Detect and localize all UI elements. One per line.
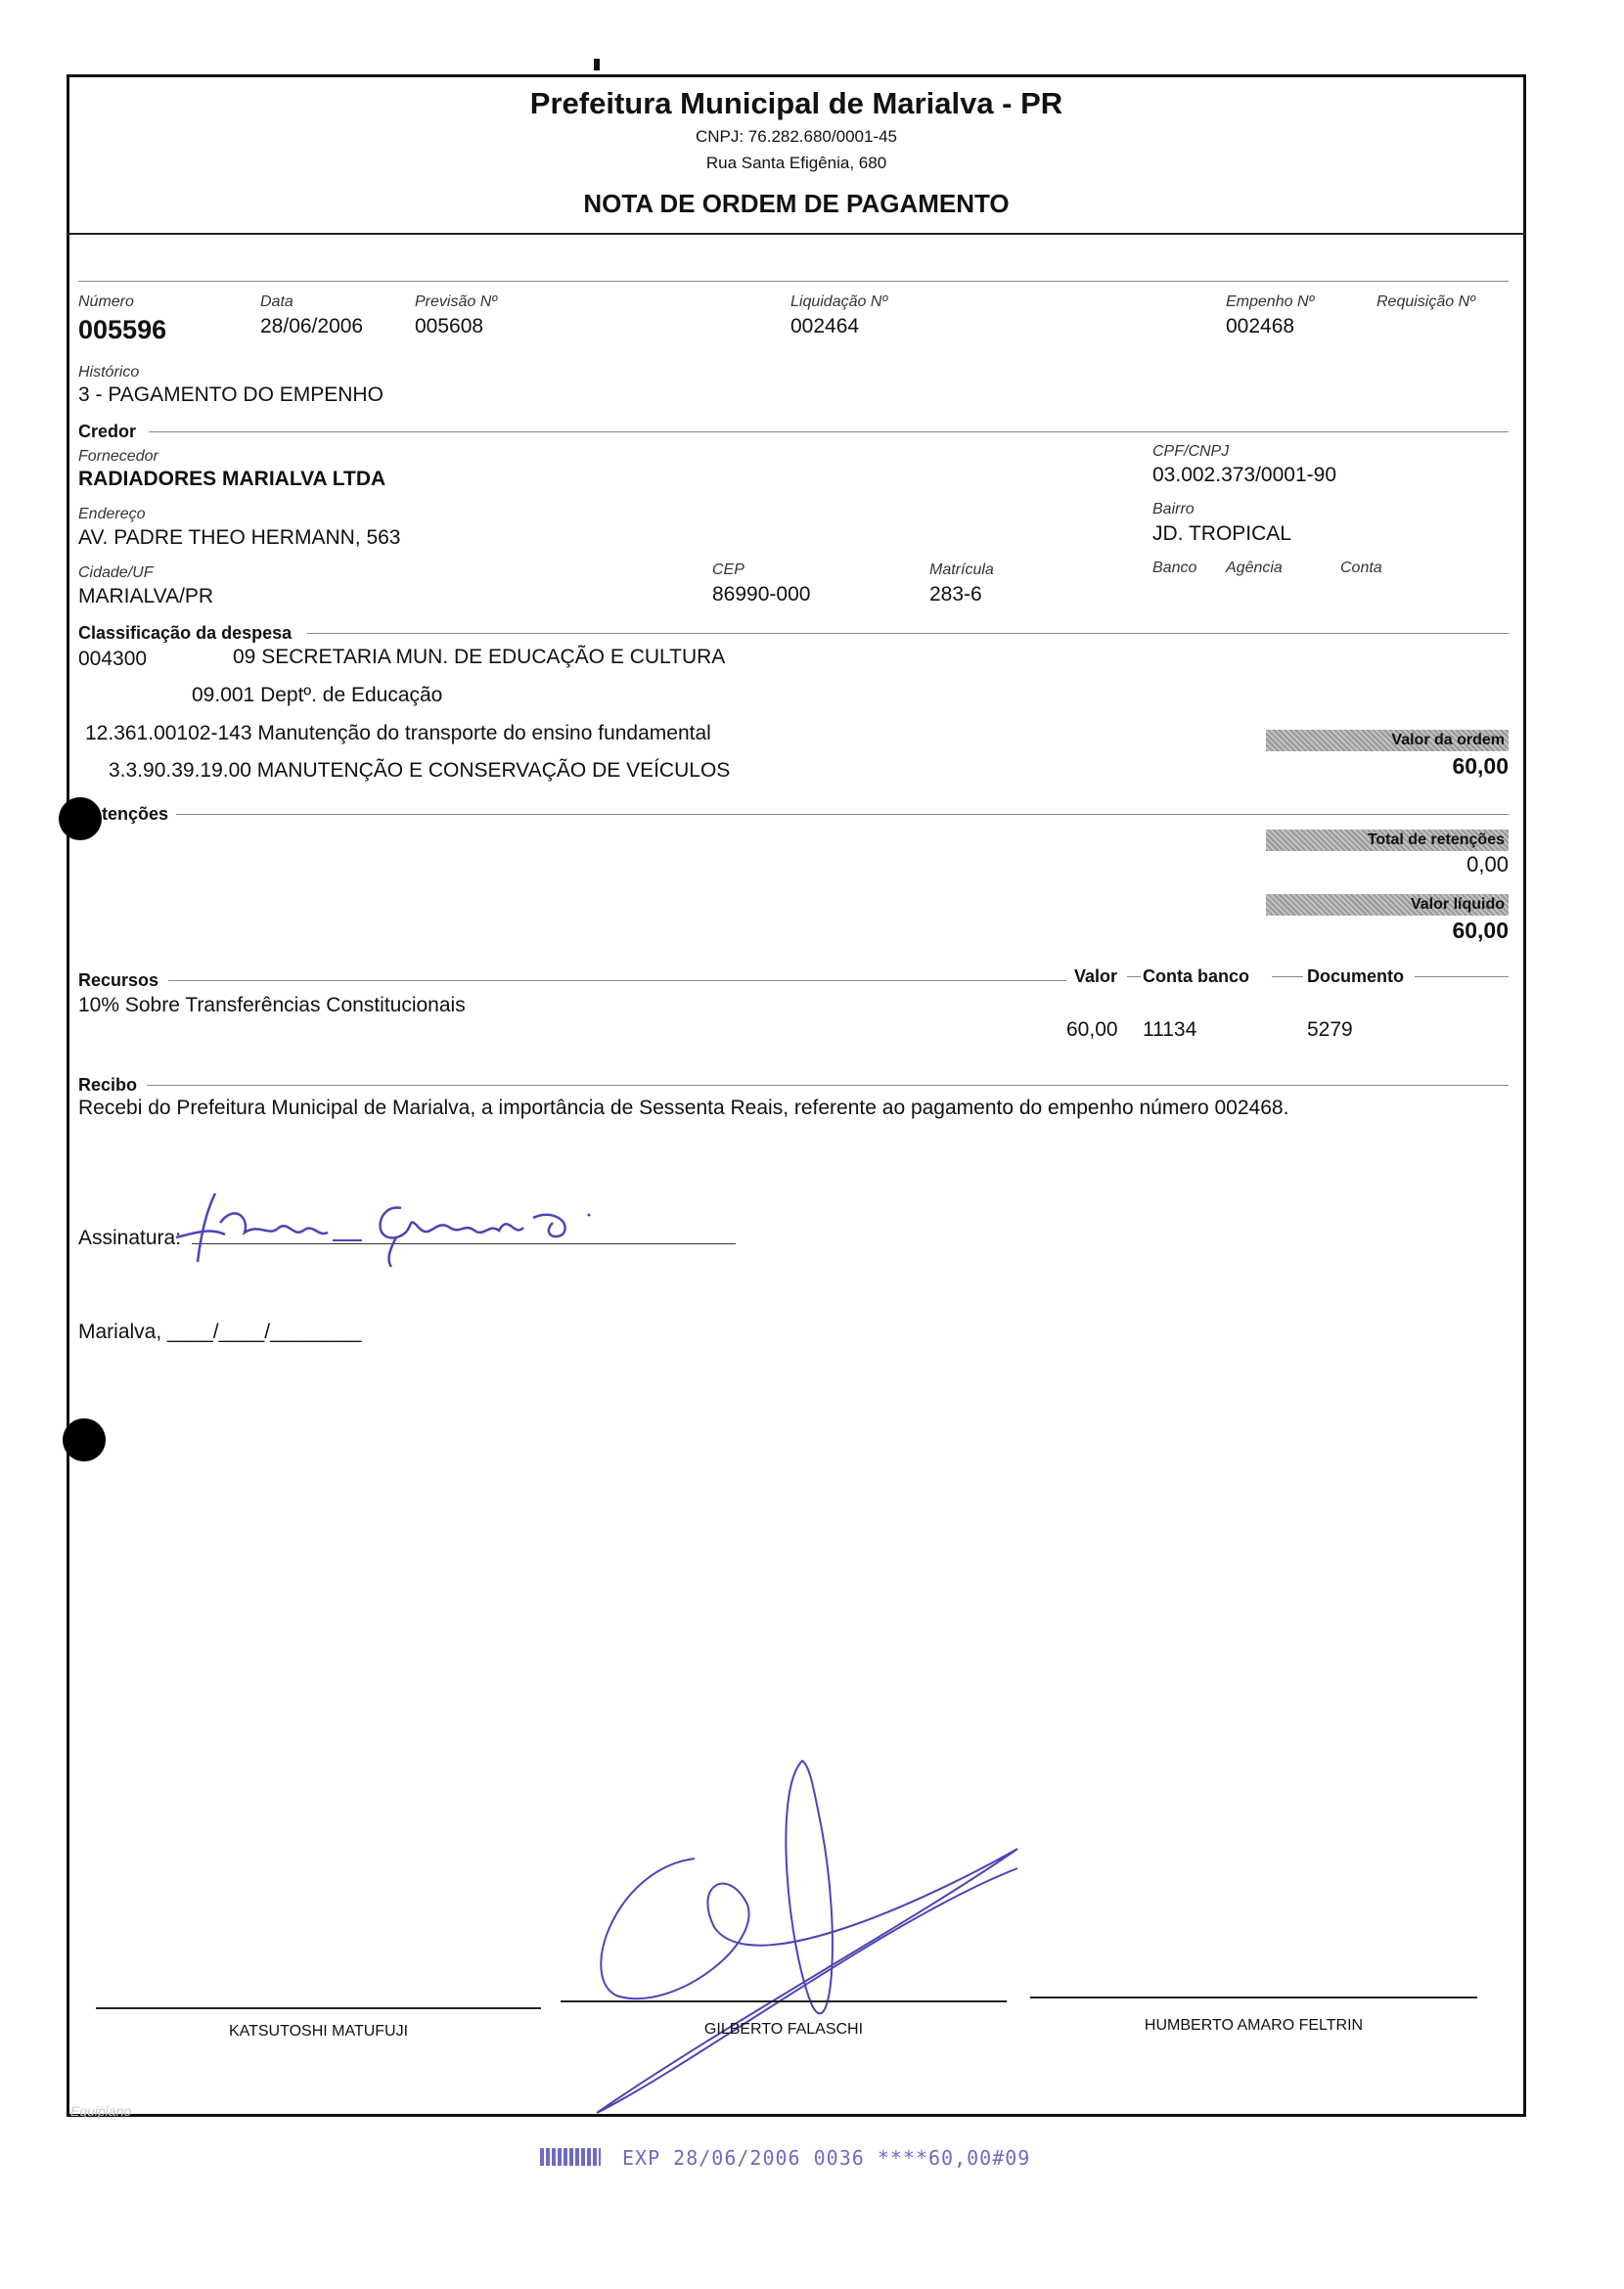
signature-line-3: [1030, 1997, 1477, 1998]
endereco-label: Endereço: [78, 506, 146, 522]
recursos-section-title: Recursos: [78, 970, 159, 990]
retencoes-section-title: tenções: [102, 804, 169, 824]
fields-top-divider: [78, 281, 1509, 282]
cep-label: CEP: [712, 561, 744, 578]
historico-label: Histórico: [78, 364, 140, 381]
top-mark: [594, 59, 600, 70]
signatory-3: HUMBERTO AMARO FELTRIN: [1144, 2017, 1364, 2034]
recursos-divider: [168, 980, 1066, 981]
document-title: NOTA DE ORDEM DE PAGAMENTO: [583, 189, 1010, 218]
cpf-label: CPF/CNPJ: [1152, 443, 1230, 460]
recursos-documento-header: Documento: [1307, 966, 1404, 986]
assinatura-label: Assinatura:: [78, 1227, 182, 1249]
recursos-valor: 60,00: [1066, 1018, 1118, 1041]
liquidacao-value: 002464: [790, 315, 860, 337]
recursos-valor-header: Valor: [1074, 966, 1118, 986]
previsao-value: 005608: [415, 315, 484, 337]
address-text: Rua Santa Efigênia, 680: [705, 154, 887, 172]
valor-ordem-label: Valor da ordem: [1266, 730, 1509, 751]
cnpj-text: CNPJ: 76.282.680/0001-45: [695, 127, 898, 146]
classificacao-line-2: 09.001 Deptº. de Educação: [192, 684, 443, 706]
data-value: 28/06/2006: [260, 315, 364, 337]
credor-divider: [149, 431, 1509, 432]
large-signature: [577, 1751, 1037, 2132]
liquidacao-label: Liquidação Nº: [790, 293, 888, 310]
page-title: Prefeitura Municipal de Marialva - PR: [529, 86, 1063, 120]
classificacao-line-1: 09 SECRETARIA MUN. DE EDUCAÇÃO E CULTURA: [233, 646, 726, 668]
recursos-descricao: 10% Sobre Transferências Constitucionais: [78, 994, 466, 1016]
bank-stamp-text: EXP 28/06/2006 0036 ****60,00#09: [622, 2146, 1031, 2170]
endereco-value: AV. PADRE THEO HERMANN, 563: [78, 526, 401, 549]
signatory-2: GILBERTO FALASCHI: [703, 2021, 864, 2038]
total-retencoes-label: Total de retenções: [1266, 830, 1509, 851]
punch-hole-top: [59, 797, 102, 840]
classificacao-section-title: Classificação da despesa: [78, 623, 293, 643]
punch-hole-bottom: [63, 1418, 106, 1461]
classificacao-line-3: 12.361.00102-143 Manutenção do transporte do ensino fundamental: [85, 722, 711, 744]
recibo-signature: [166, 1184, 675, 1272]
signature-line-2: [561, 2000, 1007, 2002]
signature-line-1: [96, 2007, 541, 2009]
cpf-value: 03.002.373/0001-90: [1152, 464, 1337, 486]
recibo-text: Recebi do Prefeitura Municipal de Marialva, a importância de Sessenta Reais, referente ao pagamento do empenho número 002468.: [78, 1097, 1289, 1119]
matricula-value: 283-6: [929, 583, 982, 606]
recursos-documento: 5279: [1307, 1018, 1353, 1041]
empenho-value: 002468: [1226, 315, 1295, 337]
valor-ordem-value: 60,00: [1452, 753, 1509, 779]
recursos-conta-header: Conta banco: [1143, 966, 1250, 986]
recursos-divider-3: [1272, 976, 1303, 977]
fornecedor-value: RADIADORES MARIALVA LTDA: [78, 468, 386, 490]
previsao-label: Previsão Nº: [415, 293, 498, 310]
bairro-label: Bairro: [1152, 501, 1195, 517]
recibo-divider: [147, 1085, 1509, 1086]
cidade-value: MARIALVA/PR: [78, 585, 214, 607]
recursos-conta: 11134: [1143, 1018, 1197, 1041]
classificacao-code: 004300: [78, 648, 148, 670]
recursos-divider-2: [1127, 976, 1141, 977]
cidade-label: Cidade/UF: [78, 564, 154, 581]
conta-label: Conta: [1340, 560, 1382, 576]
bank-stamp-logo: [540, 2148, 601, 2166]
classificacao-line-4: 3.3.90.39.19.00 MANUTENÇÃO E CONSERVAÇÃO DE VEÍCULOS: [109, 759, 731, 782]
requisicao-label: Requisição Nº: [1376, 293, 1475, 310]
classificacao-divider: [307, 633, 1509, 634]
recursos-divider-4: [1415, 976, 1509, 977]
recibo-section-title: Recibo: [78, 1075, 138, 1095]
valor-liquido-label: Valor líquido: [1266, 894, 1509, 916]
numero-value: 005596: [78, 315, 167, 344]
cep-value: 86990-000: [712, 583, 811, 606]
local-date-line: Marialva, ____/____/________: [78, 1321, 362, 1343]
empenho-label: Empenho Nº: [1226, 293, 1315, 310]
historico-value: 3 - PAGAMENTO DO EMPENHO: [78, 383, 383, 406]
signatory-1: KATSUTOSHI MATUFUJI: [228, 2023, 409, 2040]
bairro-value: JD. TROPICAL: [1152, 522, 1291, 545]
numero-label: Número: [78, 293, 134, 310]
retencoes-divider: [176, 814, 1509, 815]
banco-label: Banco: [1152, 560, 1197, 576]
header-divider: [67, 233, 1526, 235]
agencia-label: Agência: [1226, 560, 1283, 576]
matricula-label: Matrícula: [929, 561, 994, 578]
valor-liquido-value: 60,00: [1452, 918, 1509, 943]
software-watermark: Equiplano: [70, 2103, 132, 2119]
credor-section-title: Credor: [78, 422, 137, 441]
fornecedor-label: Fornecedor: [78, 448, 158, 465]
data-label: Data: [260, 293, 293, 310]
total-retencoes-value: 0,00: [1466, 852, 1509, 876]
